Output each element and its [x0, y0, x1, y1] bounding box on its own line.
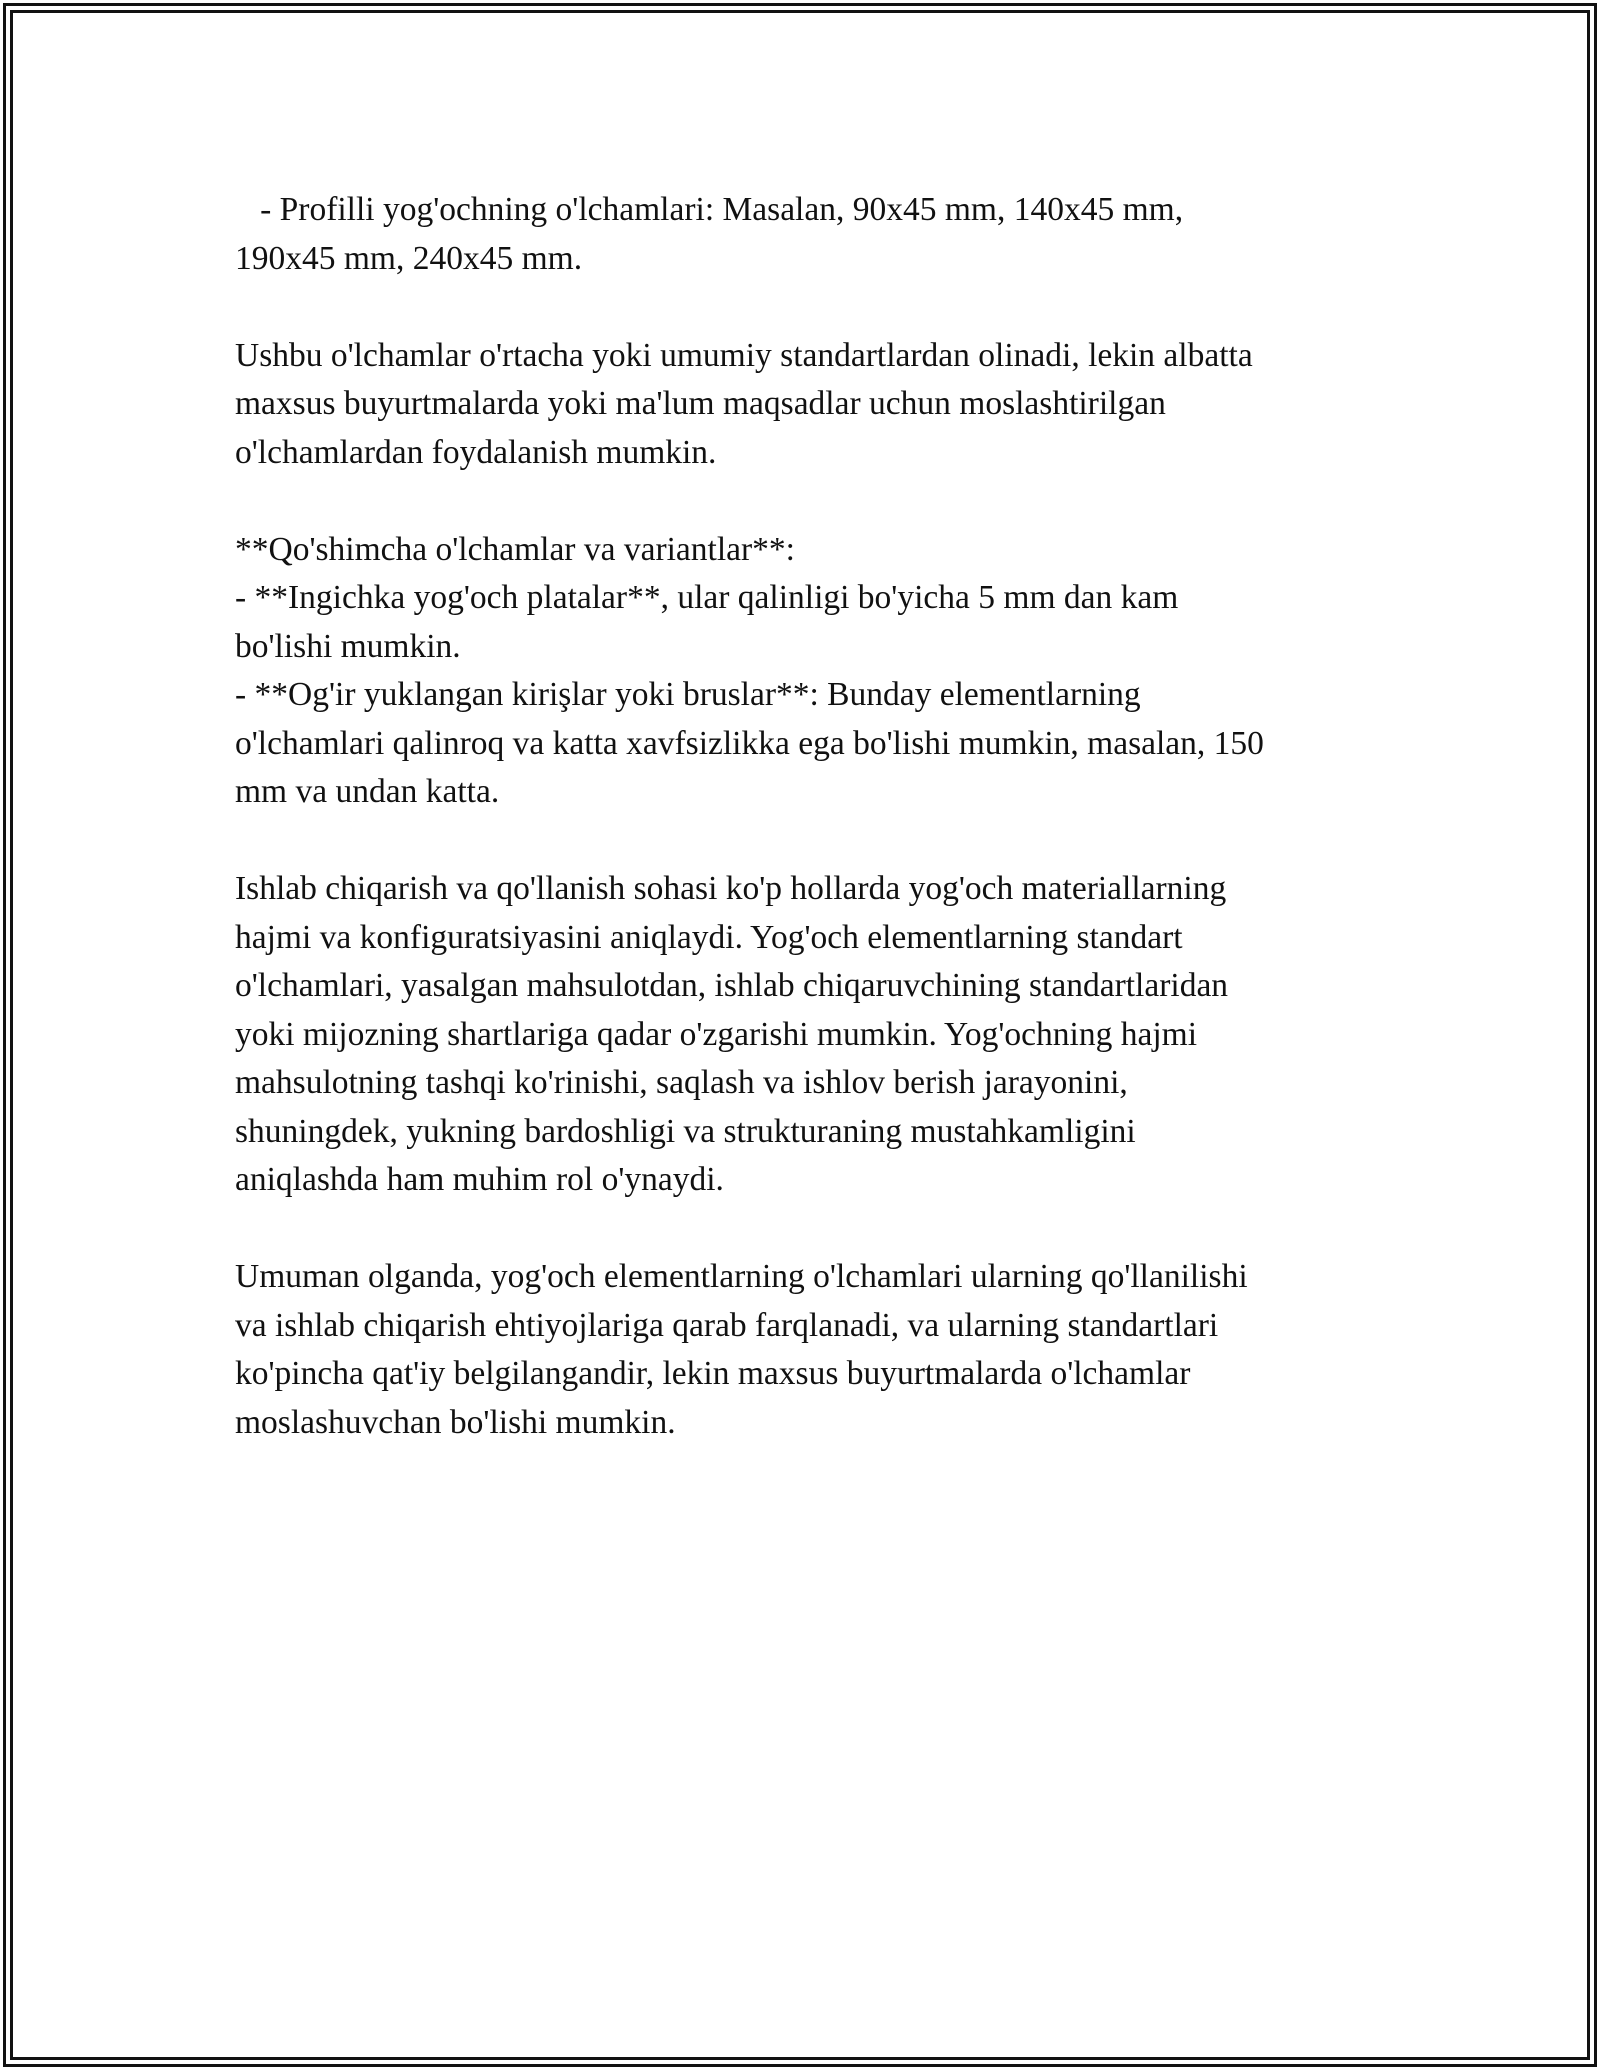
text-line: Ushbu o'lchamlar o'rtacha yoki umumiy standartlardan olinadi, lekin albatta — [235, 336, 1253, 374]
text-line: o'lchamlardan foydalanish mumkin. — [235, 433, 717, 471]
text-line: va ishlab chiqarish ehtiyojlariga qarab farqlanadi, va ularning standartlari — [235, 1306, 1219, 1344]
text-line: Ishlab chiqarish va qo'llanish sohasi ko'p hollarda yog'och materiallarning — [235, 870, 1227, 907]
text-line: bo'lishi mumkin. — [235, 627, 461, 665]
text-line: ko'pincha qat'iy belgilangandir, lekin maxsus buyurtmalarda o'lchamlar — [235, 1355, 1191, 1392]
text-line: - Profilli yog'ochning o'lchamlari: Masalan, 90x45 mm, 140x45 mm, — [235, 191, 1184, 228]
text-line: hajmi va konfiguratsiyasini aniqlaydi. Yog'och elementlarning standart — [235, 918, 1183, 956]
paragraph-conclusion — [235, 1253, 1375, 1447]
text-line: shuningdek, yukning bardoshligi va strukturaning mustahkamligini — [235, 1112, 1136, 1150]
text-line: mm va undan katta. — [235, 773, 500, 810]
text-line: mahsulotning tashqi ko'rinishi, saqlash va ishlov berish jarayonini, — [235, 1064, 1128, 1101]
text-line: maxsus buyurtmalarda yoki ma'lum maqsadlar uchun moslashtirilgan — [235, 385, 1166, 422]
text-line: **Qo'shimcha o'lchamlar va variantlar**: — [235, 530, 795, 568]
paragraph-additional-variants — [235, 526, 1375, 817]
paragraph-standards-note — [235, 332, 1375, 478]
text-line: aniqlashda ham muhim rol o'ynaydi. — [235, 1161, 724, 1198]
text-line: o'lchamlari qalinroq va katta xavfsizlikka ega bo'lishi mumkin, masalan, 150 — [235, 724, 1264, 762]
text-line: moslashuvchan bo'lishi mumkin. — [235, 1403, 676, 1441]
text-line: o'lchamlari, yasalgan mahsulotdan, ishlab chiqaruvchining standartlaridan — [235, 967, 1229, 1004]
text-line: 190x45 mm, 240x45 mm. — [235, 239, 583, 277]
text-line: yoki mijozning shartlariga qadar o'zgarishi mumkin. Yog'ochning hajmi — [235, 1015, 1198, 1053]
text-line: - **Ingichka yog'och platalar**, ular qalinligi bo'yicha 5 mm dan kam — [235, 579, 1179, 616]
text-line: Umuman olganda, yog'och elementlarning o'lchamlari ularning qo'llanilishi — [235, 1258, 1248, 1295]
paragraph-production-scope — [235, 865, 1375, 1205]
paragraph-profile-sizes — [235, 186, 1375, 283]
text-line: - **Og'ir yuklangan kirişlar yoki bruslar**: Bunday elementlarning — [235, 676, 1141, 713]
document-body — [235, 186, 1375, 1496]
